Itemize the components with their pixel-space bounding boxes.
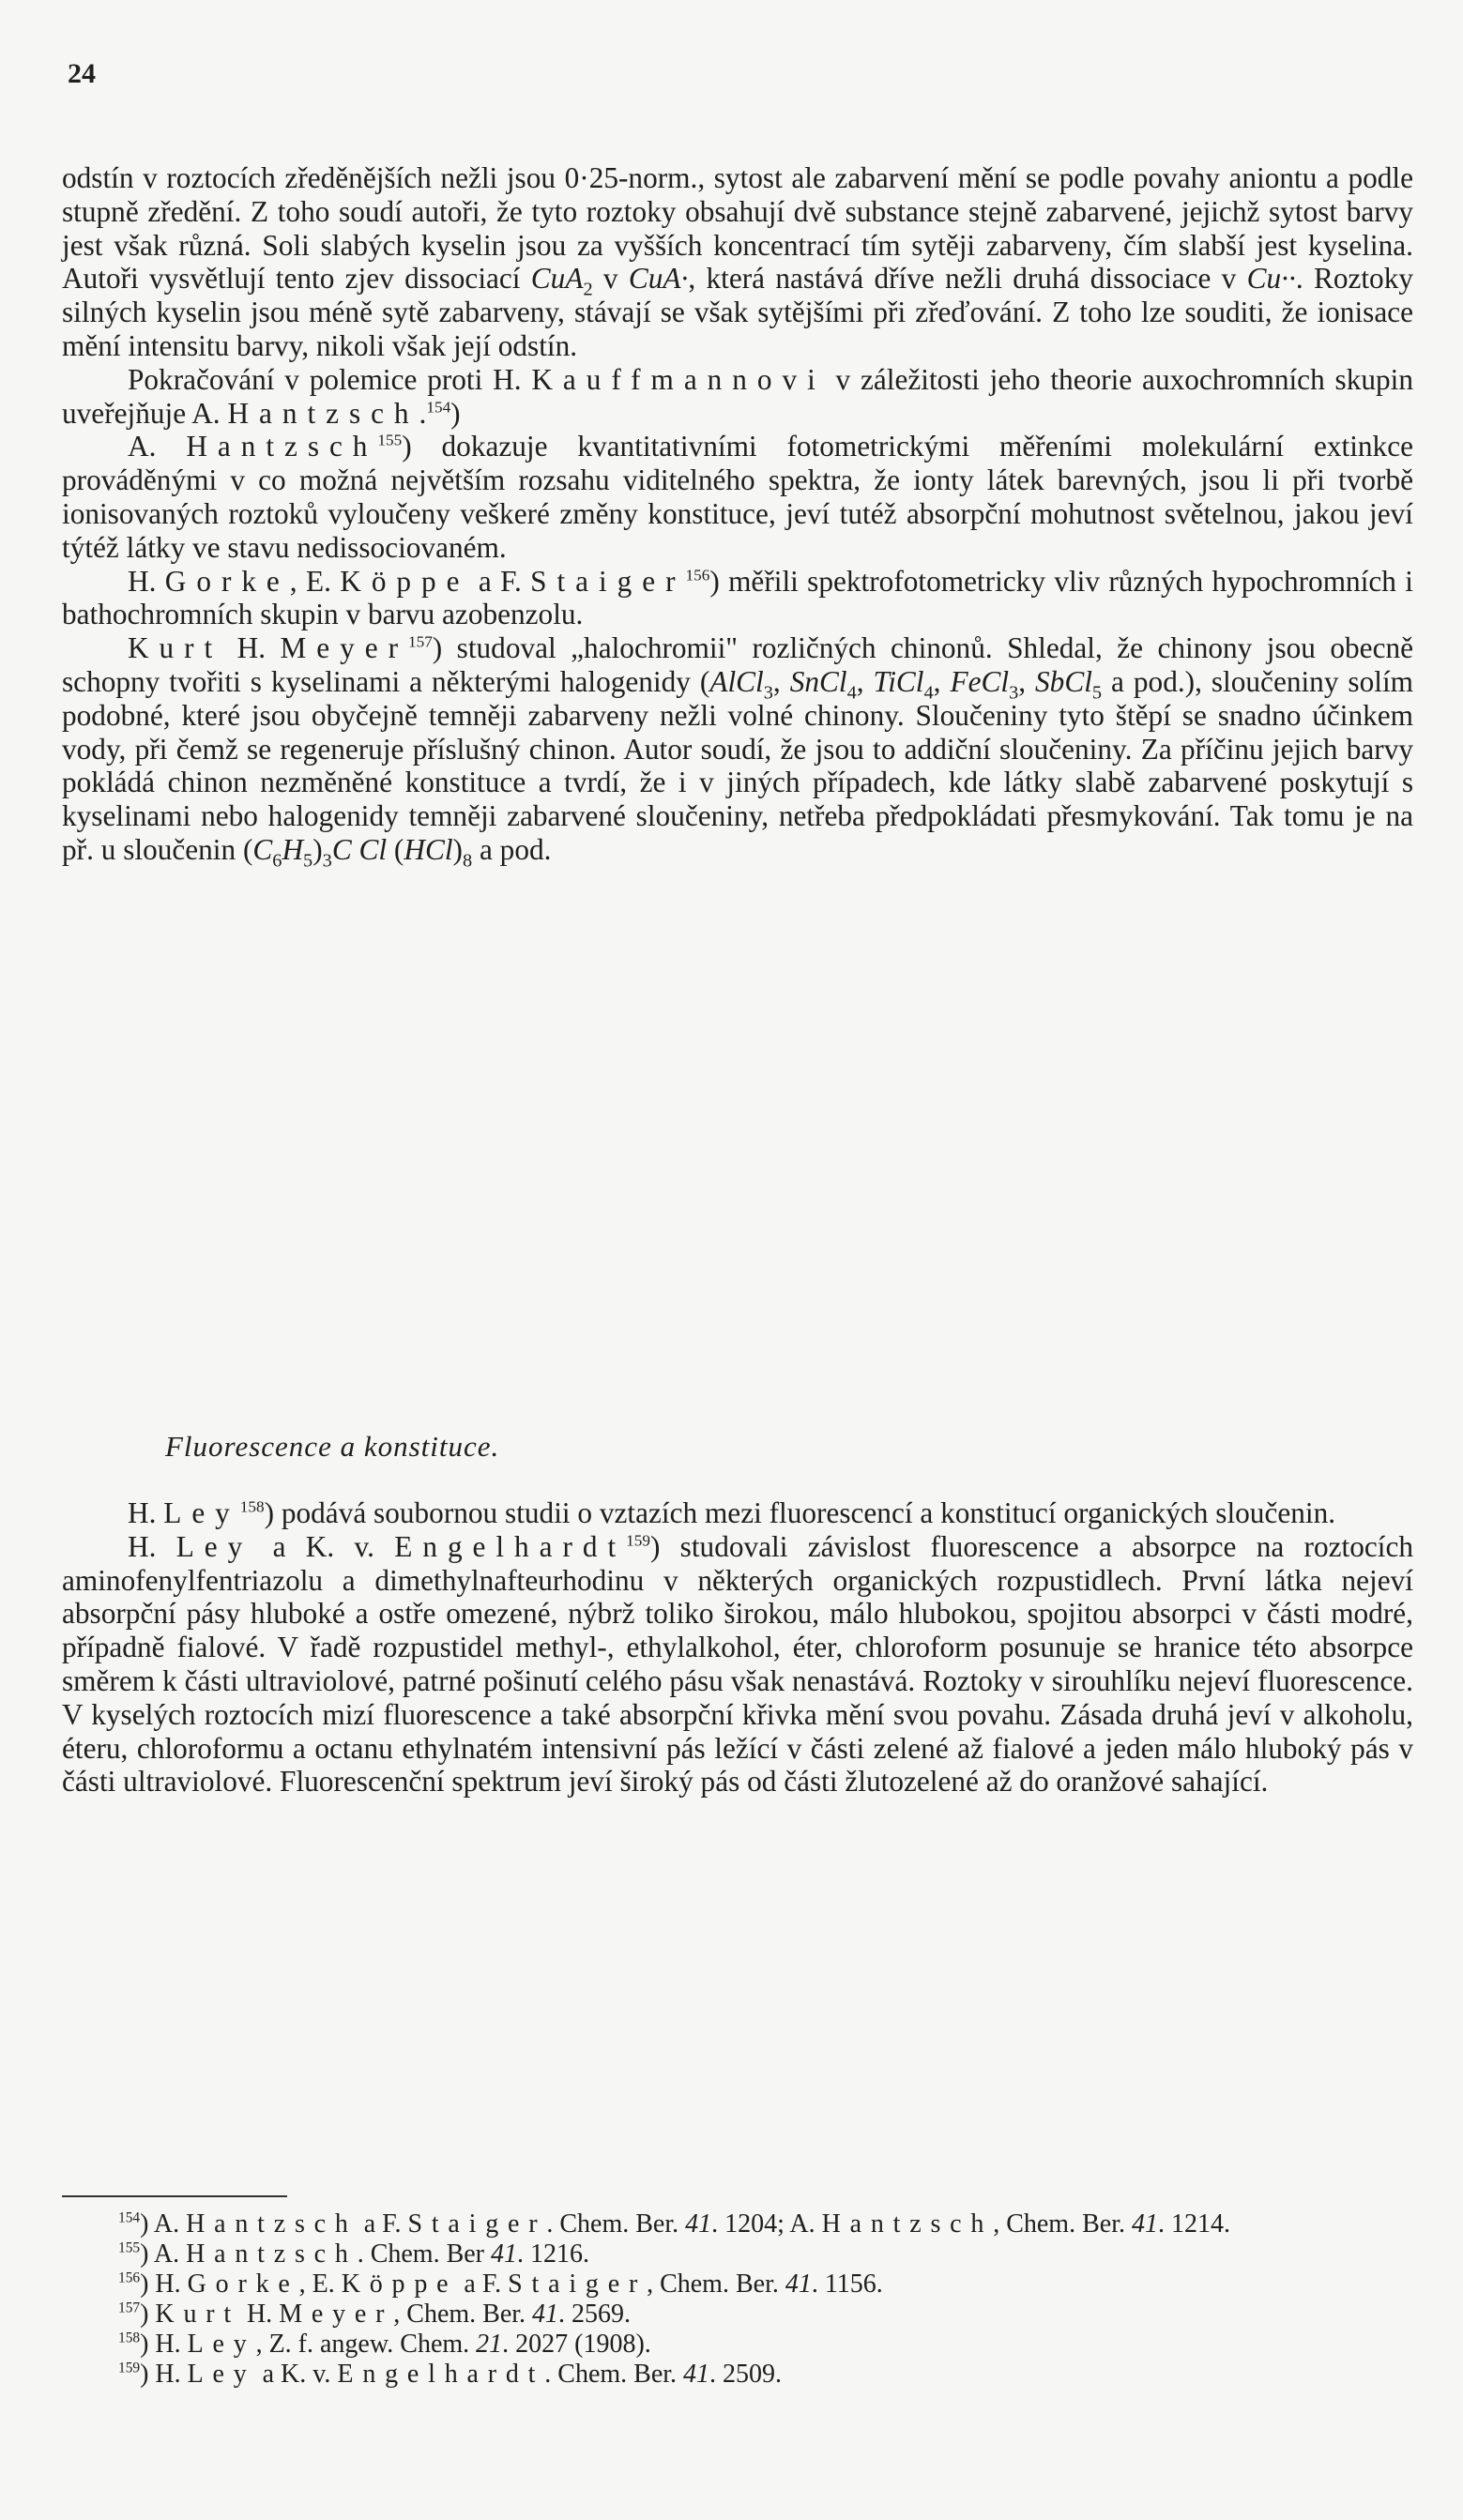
text-segment: . 1156. xyxy=(811,2270,883,2299)
text-segment: Kurt xyxy=(128,631,223,665)
text-segment: 41 xyxy=(532,2300,559,2329)
text-segment: H. xyxy=(239,2300,280,2329)
text-segment: 3 xyxy=(1009,682,1019,704)
text-segment: 5 xyxy=(303,850,313,872)
text-segment: H. xyxy=(128,1529,176,1563)
text-segment: , Chem. Ber. xyxy=(993,2209,1132,2239)
text-segment: SnCl xyxy=(789,664,847,698)
text-segment: . Chem. Ber xyxy=(357,2239,491,2269)
text-segment: Cu·· xyxy=(1246,262,1296,296)
text-segment: , Chem. Ber. xyxy=(393,2300,533,2329)
text-segment: . Roztoky silných kyselin jsou méně sytě zabarveny, stávají se však sytějšími při zřeďování. Z toho lze souditi, že ionisace mění intensitu barvy, nikoli však její odstín. xyxy=(62,262,1413,362)
text-segment: . 2569. xyxy=(558,2300,632,2329)
text-segment: , xyxy=(1018,664,1036,698)
paragraph xyxy=(62,565,1413,632)
text-segment: FeCl xyxy=(950,664,1010,698)
text-segment: , která nastává dříve nežli druhá dissociace v xyxy=(688,262,1247,296)
text-segment: , xyxy=(772,664,790,698)
footnote-ref: 154 xyxy=(118,2209,141,2226)
text-segment: , E. xyxy=(289,564,341,598)
text-segment: Ley xyxy=(187,2330,256,2359)
text-segment: , xyxy=(856,664,874,698)
section-heading: Fluorescence a konstituce. xyxy=(165,1430,500,1463)
text-segment: ) H. xyxy=(140,2360,188,2389)
text-segment: . Chem. Ber. xyxy=(546,2209,686,2239)
text-segment: 41 xyxy=(785,2270,812,2299)
footnote xyxy=(62,2300,1413,2330)
text-segment: ) studovali závislost fluorescence a absorpce na roztocích aminofenylfentriazolu a dimethylnafteurhodinu v některých organických rozpustidlech. První látka nejeví absorpční pásy hluboké a ostře omezené, nýbrž toliko širokou, málo hlubokou, spojitou absorpci v části modré, případně fialové. V řadě rozpustidel methyl-, ethylalkohol, éter, chloroform posunuje se hranice této absorpce směrem k části ultraviolové, patrné pošinutí celého pásu však nenastává. Roztoky v sirouhlíku nejeví fluorescence. V kyselých roztocích mizí fluorescence a také absorpční křivka mění svou povahu. Zásada druhá jeví v alkoholu, éteru, chloroformu a octanu ethylnatém intensivní pás ležící v části zelené až fialové a jeden málo hluboký pás v části ultraviolové. Fluorescenční spektrum jeví široký pás od části žlutozelené až do oranžové sahající. xyxy=(62,1529,1413,1799)
text-segment: . 1214. xyxy=(1157,2209,1230,2239)
text-segment: Köppe xyxy=(340,564,470,598)
paragraph xyxy=(62,430,1413,564)
text-segment: ( xyxy=(387,832,404,866)
text-segment: 41 xyxy=(685,2209,712,2239)
text-segment: Staiger xyxy=(407,2209,547,2239)
footnote-ref: 158 xyxy=(118,2330,141,2346)
text-segment: , Chem. Ber. xyxy=(647,2270,785,2299)
text-segment: Meyer xyxy=(279,2300,394,2329)
text-segment: HCl xyxy=(404,832,453,866)
text-segment: H xyxy=(282,832,304,866)
text-segment: ) xyxy=(452,832,463,866)
text-segment: Gorke xyxy=(187,2270,299,2299)
text-segment: Hantzsch xyxy=(227,396,419,430)
text-segment: Hantzsch xyxy=(821,2209,994,2239)
text-segment: ) xyxy=(140,2300,156,2329)
text-segment: Meyer xyxy=(280,631,408,665)
text-segment: Engelhardt xyxy=(394,1529,627,1563)
footnote xyxy=(62,2209,1413,2239)
text-segment: H. xyxy=(128,564,165,598)
text-segment: AlCl xyxy=(709,664,764,698)
text-segment: ) A. xyxy=(140,2239,187,2269)
text-segment: Staiger xyxy=(508,2270,648,2299)
text-segment: C xyxy=(252,832,273,866)
text-segment: a F. xyxy=(457,2270,509,2299)
text-segment: a F. xyxy=(469,564,531,598)
text-segment: . xyxy=(419,396,427,430)
text-segment: Gorke xyxy=(164,564,290,598)
text-segment: odstín v roztocích zředěnějších nežli jsou 0·25-norm., sytost ale zabarvení mění se podle povahy aniontu a podle stupně zředění. Z toho soudí autoři, že tyto roztoky obsahují dvě substance stejně zabarvené, jejichž sytost barvy jest však různá. Soli slabých kyselin jsou za vyšších koncentrací tím sytěji zabarveny, čím slabší jest kyselina. Autoři vysvětlují tento zjev dissociací xyxy=(62,161,1413,296)
text-segment: Staiger xyxy=(530,564,686,598)
text-segment: ) dokazuje kvantitativními fotometrickými měřeními molekulární extinkce prováděnými v co možná největším rozsahu viditelného spektra, že ionty látek barevných, jsou li při tvorbě ionisovaných roztoků vyloučeny veškeré změny konstituce, jeví tutéž absorpční mohutnost světelnou, jakou jeví týtéž látky ve stavu nedissociovaném. xyxy=(62,430,1413,564)
text-segment: ) xyxy=(312,832,323,866)
paragraph xyxy=(62,363,1413,431)
text-segment: 4 xyxy=(846,682,857,704)
text-segment: a pod.), sloučeniny solím podobné, které jsou obyčejně temněji zabarveny nežli volné chinony. Sloučeniny tyto štěpí se snadno účinkem vody, při čemž se regeneruje příslušný chinon. Autor soudí, že jsou to addiční sloučeniny. Za příčinu jejich barvy pokládá chinon nezměněné konstituce a tvrdí, že i v jiných případech, kde látky slabě zabarvené poskytují s kyselinami nebo halogenidy temněji zabarvené sloučeniny, netřeba předpokládati přesmykování. Tak tomu je na př. u sloučenin ( xyxy=(62,664,1413,866)
text-segment: Köppe xyxy=(341,2270,458,2299)
text-segment: . Chem. Ber. xyxy=(544,2360,684,2389)
text-segment: . 1204; A. xyxy=(711,2209,822,2239)
paragraph xyxy=(62,161,1413,363)
paragraph xyxy=(62,1530,1413,1799)
paragraph xyxy=(62,631,1414,872)
text-segment: TiCl xyxy=(873,664,924,698)
text-segment: v záležitosti jeho theorie auxochromních skupin uveřejňuje A. xyxy=(62,362,1413,430)
footnote-ref: 155 xyxy=(118,2239,141,2256)
text-segment: Engelhardt xyxy=(337,2360,545,2389)
text-segment: 2 xyxy=(583,279,593,300)
text-segment: . 2509. xyxy=(709,2360,783,2389)
text-segment: 3 xyxy=(322,850,332,872)
text-segment: ) H. xyxy=(140,2270,188,2299)
text-segment: Ley xyxy=(187,2360,256,2389)
footnote xyxy=(62,2330,1413,2360)
text-segment: a K. v. xyxy=(252,1529,395,1563)
text-segment: H. xyxy=(222,631,281,665)
footnote-ref: 155 xyxy=(377,431,403,449)
footnote-ref: 157 xyxy=(407,632,433,651)
text-segment: , Z. f. angew. Chem. xyxy=(255,2330,477,2359)
text-segment: 5 xyxy=(1091,682,1103,704)
text-segment: Ley xyxy=(163,1496,240,1529)
text-segment: 41 xyxy=(1131,2209,1158,2239)
text-segment: 41 xyxy=(683,2360,710,2389)
text-segment: 8 xyxy=(462,850,473,872)
footnote-ref: 156 xyxy=(685,566,710,584)
text-segment: Hantzsch xyxy=(186,430,378,463)
text-segment: 21 xyxy=(476,2330,503,2359)
text-segment: ) H. xyxy=(140,2330,188,2359)
text-segment: ) studoval „halochromii" rozličných chinonů. Shledal, že chinony jsou obecně schopny tvořiti s kyselinami a některými halogenidy ( xyxy=(62,631,1414,698)
footnote-ref: 156 xyxy=(118,2270,141,2286)
text-segment: A. xyxy=(128,430,187,463)
text-segment: Ley xyxy=(175,1529,253,1563)
footnote-ref: 158 xyxy=(239,1497,265,1516)
text-segment: 41 xyxy=(491,2239,517,2269)
text-segment: Hantzsch xyxy=(186,2239,358,2269)
text-segment: 3 xyxy=(763,682,773,704)
text-segment: Pokračování v polemice proti H. xyxy=(128,362,532,396)
text-segment: . 2027 (1908). xyxy=(502,2330,651,2359)
text-segment: Hantzsch xyxy=(186,2209,358,2239)
text-segment: ) A. xyxy=(140,2209,187,2239)
text-segment: 6 xyxy=(272,850,282,872)
footnote xyxy=(62,2360,1413,2390)
footnotes xyxy=(62,2209,1413,2390)
page-number: 24 xyxy=(68,58,96,89)
text-segment: v xyxy=(592,262,629,296)
text-segment: 4 xyxy=(923,682,934,704)
footnote-ref: 159 xyxy=(118,2360,141,2376)
text-segment: a pod. xyxy=(472,832,552,866)
footnote xyxy=(62,2270,1413,2300)
section-text xyxy=(62,1496,1413,1799)
text-segment: . 1216. xyxy=(517,2239,589,2269)
text-segment: Kauffmannovi xyxy=(531,362,826,396)
text-segment: ) xyxy=(450,396,461,430)
text-segment: a F. xyxy=(357,2209,408,2239)
footnote-ref: 159 xyxy=(626,1531,650,1550)
main-text xyxy=(62,161,1414,872)
text-segment: ) měřili spektrofotometricky vliv různých hypochromních i bathochromních skupin v barvu azobenzolu. xyxy=(62,564,1413,631)
footnote xyxy=(62,2239,1413,2270)
text-segment: C Cl xyxy=(331,832,388,866)
text-segment: ) podává soubornou studii o vztazích mezi fluorescencí a konstitucí organických sloučenin. xyxy=(264,1496,1336,1529)
text-segment: Kurt xyxy=(155,2300,240,2329)
footnote-ref: 157 xyxy=(118,2300,141,2316)
text-segment: CuA· xyxy=(628,262,689,296)
text-segment: SbCl xyxy=(1035,664,1092,698)
footnote-ref: 154 xyxy=(426,398,451,417)
text-segment: CuA xyxy=(530,262,584,296)
text-segment: a K. v. xyxy=(255,2360,338,2389)
paragraph xyxy=(62,1496,1413,1530)
text-segment: H. xyxy=(128,1496,164,1529)
footnote-divider xyxy=(62,2195,287,2197)
text-segment: , xyxy=(933,664,951,698)
text-segment: , E. xyxy=(298,2270,342,2299)
